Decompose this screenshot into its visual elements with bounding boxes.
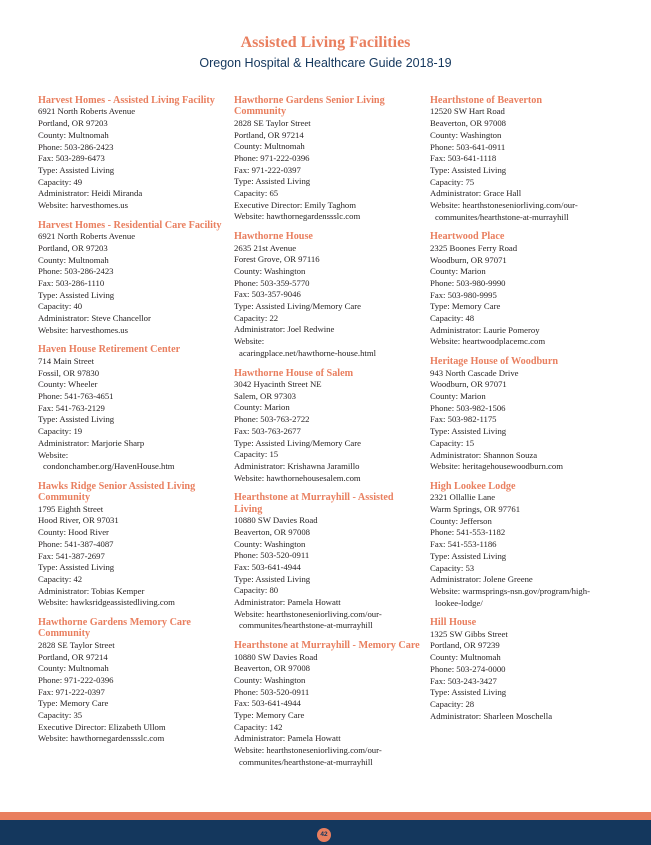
- facility-detail: Phone: 541-387-4087: [38, 538, 114, 549]
- facility-name: Haven House Retirement Center: [38, 344, 181, 356]
- facility-detail: 2828 SE Taylor Street: [38, 639, 115, 650]
- facility-detail: Type: Assisted Living: [38, 289, 115, 300]
- facility-detail: Administrator: Krishawna Jaramillo: [234, 460, 360, 471]
- facility-detail: Salem, OR 97303: [234, 390, 297, 401]
- facility-detail: Fax: 503-641-1118: [430, 153, 497, 164]
- facility-detail: Fax: 503-763-2677: [234, 425, 301, 436]
- facility-detail: Phone: 503-359-5770: [234, 277, 310, 288]
- facility-entry: [430, 95, 618, 223]
- facility-entry: [430, 617, 618, 722]
- facility-detail: Administrator: Shannon Souza: [430, 449, 538, 460]
- facility-detail: Phone: 503-520-0911: [234, 550, 310, 561]
- facility-detail: Type: Assisted Living/Memory Care: [234, 437, 362, 448]
- facility-detail: County: Marion: [430, 266, 486, 277]
- facility-detail: Capacity: 15: [234, 449, 279, 460]
- facility-detail: County: Multnomah: [38, 663, 109, 674]
- footer-accent-bar: [0, 812, 651, 820]
- facility-detail: Type: Memory Care: [430, 301, 501, 312]
- facility-detail: 2325 Boones Ferry Road: [430, 242, 518, 253]
- facility-detail: Phone: 503-286-2423: [38, 141, 114, 152]
- facility-detail: Administrator: Jolene Greene: [430, 574, 533, 585]
- facility-detail: Fax: 503-641-4944: [234, 698, 301, 709]
- facility-detail: Fax: 971-222-0397: [38, 686, 105, 697]
- facility-entry: [38, 617, 226, 745]
- facility-website: Website: harvesthomes.us: [38, 324, 129, 335]
- facility-detail: County: Washington: [234, 265, 306, 276]
- facility-detail: Fax: 503-243-3427: [430, 675, 497, 686]
- facility-website: acaringplace.net/hawthorne-house.html: [239, 347, 377, 358]
- facility-detail: Capacity: 42: [38, 573, 83, 584]
- facility-detail: Type: Assisted Living: [430, 426, 507, 437]
- facility-detail: Fax: 503-641-4944: [234, 561, 301, 572]
- facility-detail: Type: Assisted Living: [430, 164, 507, 175]
- facility-website: Website: hearthstoneseniorliving.com/our-: [430, 200, 578, 211]
- facility-detail: Portland, OR 97239: [430, 640, 500, 651]
- facility-detail: Forest Grove, OR 97116: [234, 254, 320, 265]
- facility-entry: [234, 368, 422, 485]
- facility-detail: Phone: 971-222-0396: [38, 674, 114, 685]
- facility-detail: Portland, OR 97203: [38, 242, 108, 253]
- facility-detail: Type: Assisted Living: [234, 573, 311, 584]
- facility-name: Hearthstone at Murrayhill - Assisted Living: [234, 492, 394, 515]
- facility-detail: Warm Springs, OR 97761: [430, 504, 521, 515]
- facility-detail: County: Multnomah: [38, 129, 109, 140]
- facility-detail: Capacity: 22: [234, 312, 279, 323]
- facility-detail: Phone: 503-520-0911: [234, 686, 310, 697]
- facility-website: Website: hawthornehousesalem.com: [234, 472, 361, 483]
- facility-detail: 6921 North Roberts Avenue: [38, 106, 136, 117]
- facility-name: Hill House: [430, 617, 477, 629]
- facility-detail: County: Washington: [430, 129, 502, 140]
- facility-detail: County: Wheeler: [38, 379, 98, 390]
- facility-website: communites/hearthstone-at-murrayhill: [239, 756, 373, 767]
- facility-detail: Fax: 541-387-2697: [38, 550, 105, 561]
- facility-entry: [430, 231, 618, 348]
- facility-name: Hawthorne Gardens Memory Care Community: [38, 617, 191, 640]
- facility-detail: 1325 SW Gibbs Street: [430, 628, 508, 639]
- directory-column-1: [38, 95, 226, 753]
- facility-detail: Phone: 503-980-9990: [430, 277, 506, 288]
- facility-detail: 2635 21st Avenue: [234, 242, 297, 253]
- facility-detail: Portland, OR 97214: [38, 651, 108, 662]
- facility-detail: 1795 Eighth Street: [38, 503, 104, 514]
- facility-detail: 2321 Ollallie Lane: [430, 492, 496, 503]
- directory-column-2: [234, 95, 422, 777]
- facility-detail: Beaverton, OR 97008: [234, 663, 311, 674]
- facility-detail: County: Multnomah: [430, 652, 501, 663]
- facility-detail: Type: Assisted Living: [38, 164, 115, 175]
- facility-website: communites/hearthstone-at-murrayhill: [435, 211, 569, 222]
- facility-detail: Woodburn, OR 97071: [430, 254, 507, 265]
- facility-entry: [38, 95, 226, 212]
- page-number-badge: 42: [317, 828, 331, 842]
- facility-detail: Fax: 503-982-1175: [430, 414, 497, 425]
- facility-website: Website:: [38, 449, 69, 460]
- facility-detail: Capacity: 40: [38, 301, 83, 312]
- facility-entry: [234, 231, 422, 359]
- facility-name: Hearthstone of Beaverton: [430, 95, 543, 106]
- facility-detail: Capacity: 53: [430, 562, 475, 573]
- facility-detail: Administrator: Sharleen Moschella: [430, 710, 553, 721]
- facility-name: High Lookee Lodge: [430, 480, 516, 492]
- facility-detail: Fossil, OR 97830: [38, 367, 100, 378]
- facility-detail: Administrator: Grace Hall: [430, 188, 522, 199]
- facility-entry: [430, 481, 618, 609]
- facility-detail: County: Multnomah: [38, 254, 109, 265]
- facility-detail: Phone: 503-274-0000: [430, 663, 506, 674]
- page-title: Assisted Living Facilities: [240, 34, 411, 51]
- facility-detail: Type: Assisted Living: [38, 414, 115, 425]
- facility-detail: Capacity: 28: [430, 698, 475, 709]
- facility-name: Heartwood Place: [430, 231, 505, 243]
- facility-detail: Type: Memory Care: [38, 698, 109, 709]
- facility-detail: Administrator: Steve Chancellor: [38, 313, 151, 324]
- facility-detail: Phone: 971-222-0396: [234, 152, 310, 163]
- facility-name: Hawthorne House: [234, 231, 313, 243]
- facility-name: Hearthstone at Murrayhill - Memory Care: [234, 640, 420, 652]
- facility-detail: Fax: 971-222-0397: [234, 164, 301, 175]
- facility-website: Website: hawthornegardenssslc.com: [234, 211, 361, 222]
- facility-detail: County: Washington: [234, 538, 306, 549]
- facility-name: Harvest Homes - Assisted Living Facility: [38, 95, 215, 106]
- facility-detail: Capacity: 142: [234, 721, 283, 732]
- facility-detail: 6921 North Roberts Avenue: [38, 231, 136, 242]
- facility-website: Website: heartwoodplacemc.com: [430, 336, 546, 347]
- facility-detail: County: Marion: [234, 402, 290, 413]
- facility-website: condonchamber.org/HavenHouse.htm: [43, 461, 175, 472]
- facility-detail: County: Jefferson: [430, 515, 492, 526]
- facility-website: communites/hearthstone-at-murrayhill: [239, 620, 373, 631]
- facility-website: Website: hawthornegardenssslc.com: [38, 733, 165, 744]
- facility-detail: 10880 SW Davies Road: [234, 651, 318, 662]
- facility-detail: Woodburn, OR 97071: [430, 379, 507, 390]
- facility-detail: Administrator: Laurie Pomeroy: [430, 324, 540, 335]
- facility-detail: Executive Director: Elizabeth Ullom: [38, 721, 166, 732]
- facility-detail: 3042 Hyacinth Street NE: [234, 378, 322, 389]
- facility-detail: Capacity: 15: [430, 437, 475, 448]
- facility-name: Heritage House of Woodburn: [430, 356, 559, 368]
- facility-detail: Phone: 503-763-2722: [234, 414, 310, 425]
- facility-detail: Administrator: Joel Redwine: [234, 324, 335, 335]
- facility-detail: Capacity: 65: [234, 188, 279, 199]
- facility-detail: Executive Director: Emily Taghom: [234, 199, 357, 210]
- facility-detail: Fax: 541-553-1186: [430, 539, 497, 550]
- facility-name: Hawthorne Gardens Senior Living Community: [234, 95, 385, 118]
- facility-entry: [430, 356, 618, 473]
- facility-detail: 10880 SW Davies Road: [234, 515, 318, 526]
- facility-detail: Capacity: 35: [38, 710, 83, 721]
- facility-detail: Capacity: 19: [38, 426, 83, 437]
- facility-detail: Administrator: Pamela Howatt: [234, 733, 341, 744]
- facility-detail: 943 North Cascade Drive: [430, 367, 519, 378]
- facility-detail: 714 Main Street: [38, 355, 94, 366]
- facility-detail: Fax: 503-286-1110: [38, 277, 105, 288]
- facility-website: Website: warmsprings-nsn.gov/program/high-: [430, 585, 590, 596]
- facility-detail: Administrator: Tobias Kemper: [38, 585, 145, 596]
- facility-detail: Capacity: 48: [430, 313, 475, 324]
- facility-entry: [234, 95, 422, 223]
- facility-detail: Phone: 503-641-0911: [430, 141, 506, 152]
- facility-detail: County: Multnomah: [234, 141, 305, 152]
- facility-detail: Portland, OR 97214: [234, 129, 304, 140]
- facility-website: Website: heritagehousewoodburn.com: [430, 461, 563, 472]
- facility-detail: Portland, OR 97203: [38, 118, 108, 129]
- facility-name: Hawks Ridge Senior Assisted Living Community: [38, 480, 196, 504]
- facility-detail: Administrator: Heidi Miranda: [38, 188, 143, 199]
- facility-detail: County: Washington: [234, 674, 306, 685]
- directory-column-3: [430, 95, 618, 730]
- facility-detail: 12520 SW Hart Road: [430, 106, 505, 117]
- facility-detail: Fax: 503-289-6473: [38, 153, 105, 164]
- facility-detail: Capacity: 80: [234, 585, 279, 596]
- facility-detail: Administrator: Marjorie Sharp: [38, 437, 145, 448]
- facility-detail: Beaverton, OR 97008: [430, 118, 507, 129]
- facility-detail: Capacity: 49: [38, 176, 83, 187]
- page-subtitle: Oregon Hospital & Healthcare Guide 2018-19: [199, 56, 452, 70]
- facility-name: Hawthorne House of Salem: [234, 367, 354, 379]
- facility-website: Website: harvesthomes.us: [38, 200, 129, 211]
- facility-website: Website: hawksridgeassistedliving.com: [38, 597, 175, 608]
- facility-detail: Fax: 503-980-9995: [430, 289, 497, 300]
- facility-entry: [234, 492, 422, 632]
- facility-website: lookee-lodge/: [435, 597, 483, 608]
- facility-entry: [38, 344, 226, 472]
- facility-detail: 2828 SE Taylor Street: [234, 117, 311, 128]
- facility-detail: Type: Assisted Living: [430, 550, 507, 561]
- facility-detail: Type: Assisted Living/Memory Care: [234, 301, 362, 312]
- facility-detail: Administrator: Pamela Howatt: [234, 597, 341, 608]
- facility-detail: Phone: 541-553-1182: [430, 527, 506, 538]
- facility-detail: Type: Assisted Living: [430, 687, 507, 698]
- facility-detail: Phone: 503-982-1506: [430, 402, 506, 413]
- facility-name: Harvest Homes - Residential Care Facility: [38, 219, 222, 231]
- facility-detail: Phone: 541-763-4651: [38, 390, 114, 401]
- facility-website: Website: hearthstoneseniorliving.com/our-: [234, 745, 382, 756]
- facility-detail: County: Hood River: [38, 527, 109, 538]
- facility-detail: Fax: 503-357-9046: [234, 289, 301, 300]
- facility-detail: Type: Memory Care: [234, 710, 305, 721]
- facility-detail: Beaverton, OR 97008: [234, 526, 311, 537]
- facility-detail: Fax: 541-763-2129: [38, 402, 105, 413]
- facility-detail: Hood River, OR 97031: [38, 515, 119, 526]
- facility-detail: Capacity: 75: [430, 176, 475, 187]
- facility-detail: County: Marion: [430, 390, 486, 401]
- facility-entry: [38, 220, 226, 337]
- facility-entry: [234, 640, 422, 768]
- facility-website: Website:: [234, 336, 265, 347]
- facility-detail: Type: Assisted Living: [234, 176, 311, 187]
- facility-website: Website: hearthstoneseniorliving.com/our-: [234, 608, 382, 619]
- facility-detail: Type: Assisted Living: [38, 562, 115, 573]
- facility-detail: Phone: 503-286-2423: [38, 266, 114, 277]
- facility-entry: [38, 481, 226, 609]
